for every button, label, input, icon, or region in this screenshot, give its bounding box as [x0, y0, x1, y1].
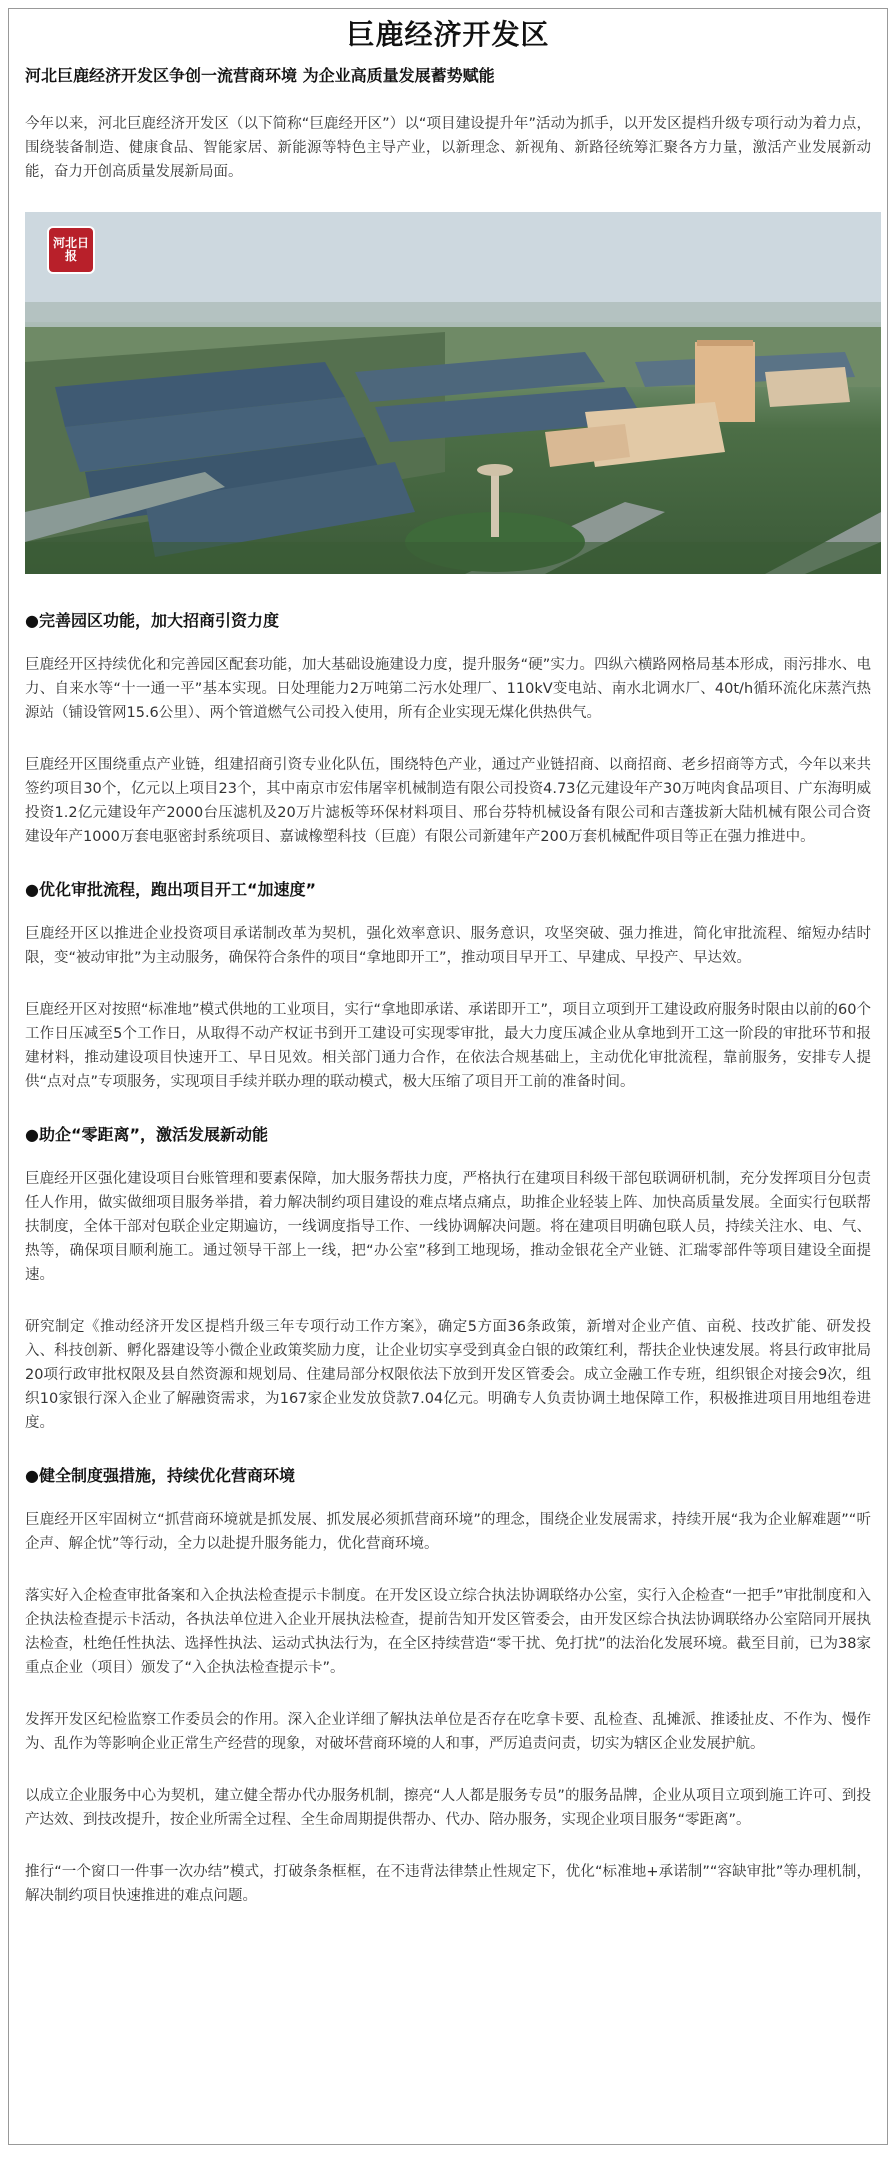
section-2-paragraph-1: 巨鹿经开区以推进企业投资项目承诺制改革为契机，强化效率意识、服务意识，攻坚突破、强力推进，简化审批流程、缩短办结时限，变“被动审批”为主动服务，确保符合条件的项目“拿地即开工”，推动项目早开工、早建成、早投产、早达效。	[25, 926, 871, 966]
section-2-paragraph-2: 巨鹿经开区对按照“标准地”模式供地的工业项目，实行“拿地即承诺、承诺即开工”，项目立项到开工建设政府服务时限由以前的60个工作日压减至5个工作日，从取得不动产权证书到开工建设可实现零审批，最大力度压减企业从拿地到开工这一阶段的审批环节和报建材料，推动建设项目快速开工、早日见效。相关部门通力合作，在依法合规基础上，主动优化审批流程，靠前服务，安排专人提供“点对点”专项服务，实现项目手续并联办理的联动模式，极大压缩了项目开工前的准备时间。	[25, 1002, 871, 1090]
section-heading-4: ●健全制度强措施，持续优化营商环境	[25, 1466, 295, 1485]
aerial-photo-illustration	[25, 212, 881, 574]
section-4-paragraph-2: 落实好入企检查审批备案和入企执法检查提示卡制度。在开发区设立综合执法协调联络办公室，实行入企检查“一把手”审批制度和入企执法检查提示卡活动，各执法单位进入企业开展执法检查，提前告知开发区管委会，由开发区综合执法协调联络办公室陪同开展执法检查，杜绝任性执法、选择性执法、运动式执法行为，在全区持续营造“零干扰、免打扰”的法治化发展环境。截至目前，已为38家重点企业（项目）颁发了“入企执法检查提示卡”。	[25, 1588, 871, 1676]
article-subtitle: 河北巨鹿经济开发区争创一流营商环境 为企业高质量发展蓄势赋能	[25, 66, 495, 85]
section-3-paragraph-1: 巨鹿经开区强化建设项目台账管理和要素保障，加大服务帮扶力度，严格执行在建项目科级干部包联调研机制，充分发挥项目分包责任人作用，做实做细项目服务举措，着力解决制约项目建设的难点堵点痛点，助推企业轻装上阵、加快高质量发展。全面实行包联帮扶制度，全体干部对包联企业定期遍访，一线调度指导工作、一线协调解决问题。将在建项目明确包联人员，持续关注水、电、气、热等，确保项目顺利施工。通过领导干部上一线，把“办公室”移到工地现场，推动金银花全产业链、汇瑞零部件等项目建设全面提速。	[25, 1171, 871, 1283]
page-title: 巨鹿经济开发区	[346, 18, 550, 51]
section-heading-2: ●优化审批流程，跑出项目开工“加速度”	[25, 880, 316, 899]
section-3-paragraph-2: 研究制定《推动经济开发区提档升级三年专项行动工作方案》，确定5方面36条政策，新增对企业产值、亩税、技改扩能、研发投入、科技创新、孵化器建设等小微企业政策奖励力度，让企业切实享受到真金白银的政策红利，帮扶企业快速发展。将县行政审批局20项行政审批权限及县自然资源和规划局、住建局部分权限依法下放到开发区管委会。成立金融工作专班，组织银企对接会9次，组织10家银行深入企业了解融资需求，为167家企业发放贷款7.04亿元。明确专人负责协调土地保障工作，积极推进项目用地组卷进度。	[25, 1319, 871, 1431]
section-4-paragraph-4: 以成立企业服务中心为契机，建立健全帮办代办服务机制，擦亮“人人都是服务专员”的服务品牌，企业从项目立项到施工许可、到投产达效、到技改提升，按企业所需全过程、全生命周期提供帮办、代办、陪办服务，实现企业项目服务“零距离”。	[25, 1788, 871, 1828]
section-4-paragraph-5: 推行“一个窗口一件事一次办结”模式，打破条条框框，在不违背法律禁止性规定下，优化“标准地+承诺制”“容缺审批”等办理机制，解决制约项目快速推进的难点问题。	[25, 1864, 871, 1904]
intro-paragraph: 今年以来，河北巨鹿经济开发区（以下简称“巨鹿经开区”）以“项目建设提升年”活动为抓手，以开发区提档升级专项行动为着力点，围绕装备制造、健康食品、智能家居、新能源等特色主导产业，以新理念、新视角、新路径统筹汇聚各方力量，激活产业发展新动能，奋力开创高质量发展新局面。	[25, 116, 871, 180]
section-4-paragraph-3: 发挥开发区纪检监察工作委员会的作用。深入企业详细了解执法单位是否存在吃拿卡要、乱检查、乱摊派、推诿扯皮、不作为、慢作为、乱作为等影响企业正常生产经营的现象，对破坏营商环境的人和事，严厉追责问责，切实为辖区企业发展护航。	[25, 1712, 871, 1752]
section-4-paragraph-1: 巨鹿经开区牢固树立“抓营商环境就是抓发展、抓发展必须抓营商环境”的理念，围绕企业发展需求，持续开展“我为企业解难题”“听企声、解企忧”等行动，全力以赴提升服务能力，优化营商环境。	[25, 1512, 871, 1552]
aerial-photo	[25, 212, 881, 574]
section-1-paragraph-2: 巨鹿经开区围绕重点产业链，组建招商引资专业化队伍，围绕特色产业，通过产业链招商、以商招商、老乡招商等方式，今年以来共签约项目30个，亿元以上项目23个，其中南京市宏伟屠宰机械制造有限公司投资4.73亿元建设年产30万吨肉食品项目、广东海明威投资1.2亿元建设年产2000台压滤机及20万片滤板等环保材料项目、邢台芬特机械设备有限公司和吉蓬拔新大陆机械有限公司合资建设年产1000万套电驱密封系统项目、嘉诚橡塑科技（巨鹿）有限公司新建年产200万套机械配件项目等正在强力推进中。	[25, 757, 871, 845]
section-1-paragraph-1: 巨鹿经开区持续优化和完善园区配套功能，加大基础设施建设力度，提升服务“硬”实力。四纵六横路网格局基本形成，雨污排水、电力、自来水等“十一通一平”基本实现。日处理能力2万吨第二污水处理厂、110kV变电站、南水北调水厂、40t/h循环流化床蒸汽热源站（铺设管网15.6公里）、两个管道燃气公司投入使用，所有企业实现无煤化供热供气。	[25, 657, 871, 721]
article-page	[8, 8, 888, 2145]
section-heading-3: ●助企“零距离”，激活发展新动能	[25, 1125, 268, 1144]
section-heading-1: ●完善园区功能，加大招商引资力度	[25, 611, 279, 630]
newspaper-logo: 河北日报	[47, 226, 95, 274]
